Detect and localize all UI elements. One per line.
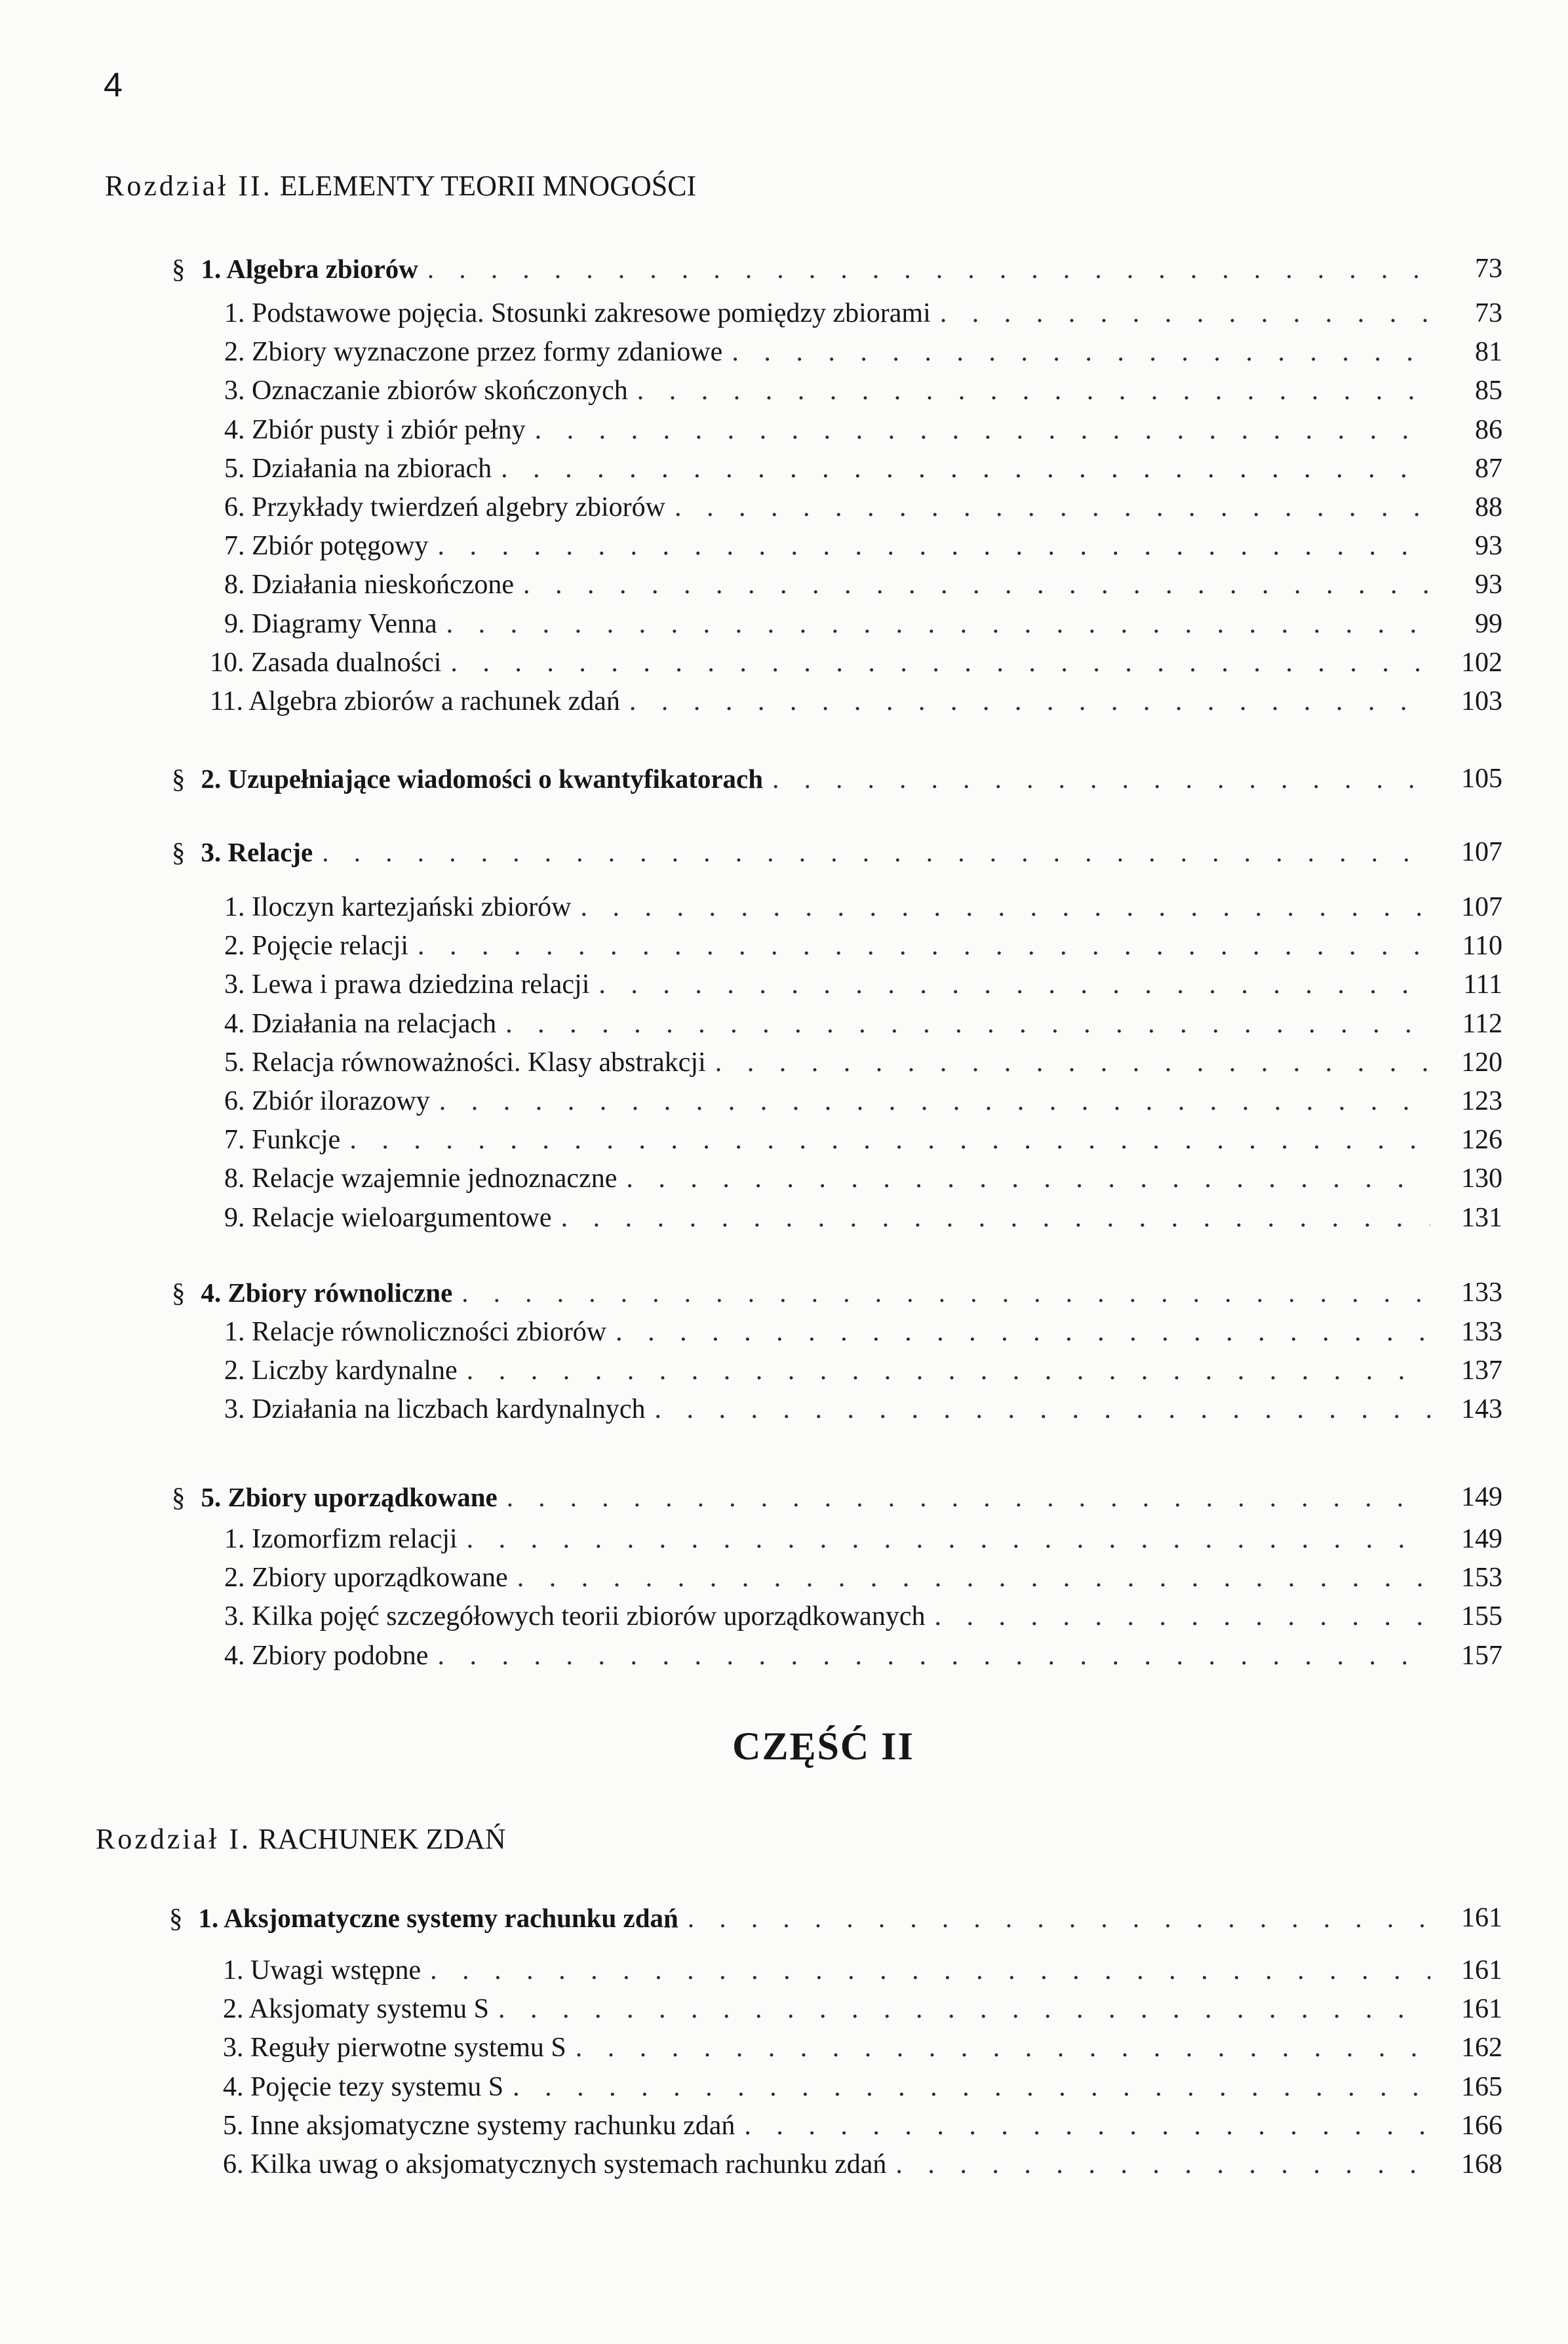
- toc-item-row: [224, 1592, 1502, 1632]
- item-title: 8. Działania nieskończone: [224, 570, 514, 600]
- dot-leader: [580, 891, 1430, 923]
- page-ref: 88: [1475, 492, 1502, 522]
- dot-leader: [437, 530, 1430, 562]
- item-title: 7. Zbiór potęgowy: [224, 531, 429, 562]
- toc-section-row: [172, 244, 1502, 284]
- dot-leader: [934, 1601, 1430, 1632]
- page-number: 4: [104, 66, 123, 104]
- toc-item-row: [224, 882, 1502, 923]
- dot-leader: [576, 2032, 1430, 2063]
- page-ref: 120: [1461, 1047, 1502, 1078]
- dot-leader: [517, 1562, 1430, 1593]
- item-title: 2. Liczby kardynalne: [224, 1356, 458, 1386]
- item-title: 1. Iloczyn kartezjański zbiorów: [224, 892, 572, 922]
- toc-item-row: [224, 1115, 1502, 1156]
- item-title: 6. Przykłady twierdzeń algebry zbiorów: [224, 492, 665, 522]
- page-ref: 161: [1461, 1955, 1502, 1985]
- page-ref: 166: [1461, 2110, 1502, 2141]
- toc-item-row: [224, 482, 1502, 523]
- toc-item-row: [223, 2101, 1502, 2141]
- page-ref: 73: [1475, 298, 1502, 328]
- dot-leader: [467, 1523, 1430, 1555]
- toc-item-row: [224, 327, 1502, 368]
- page-ref: 105: [1461, 764, 1502, 794]
- item-title: 4. Zbiór pusty i zbiór pełny: [224, 414, 526, 445]
- page-ref: 137: [1461, 1356, 1502, 1386]
- page-ref: 133: [1461, 1278, 1502, 1308]
- page-ref: 110: [1462, 931, 1502, 962]
- dot-leader: [430, 1955, 1430, 1986]
- dot-leader: [507, 1481, 1430, 1513]
- dot-leader: [626, 1163, 1430, 1194]
- page-ref: 103: [1461, 686, 1502, 716]
- dot-leader: [561, 1202, 1430, 1234]
- toc-item-row: [224, 1384, 1502, 1425]
- page-ref: 133: [1461, 1317, 1502, 1347]
- section-title: 1. Aksjomatyczne systemy rachunku zdań: [198, 1903, 678, 1933]
- dot-leader: [744, 2110, 1430, 2141]
- item-title: 1. Podstawowe pojęcia. Stosunki zakresowe pomiędzy zbiorami: [224, 298, 931, 328]
- chapter-2-prefix: Rozdział II.: [105, 170, 273, 202]
- toc-item-row: [224, 1346, 1502, 1386]
- page-ref: 73: [1475, 254, 1502, 284]
- section-title: 4. Zbiory równoliczne: [201, 1278, 453, 1308]
- dot-leader: [450, 647, 1430, 678]
- toc-item-row: [224, 960, 1502, 1000]
- part-2-heading: CZĘŚĆ II: [732, 1725, 914, 1768]
- toc-item-row: [224, 366, 1502, 406]
- dot-leader: [637, 375, 1430, 406]
- page-ref: 131: [1461, 1202, 1502, 1233]
- chapter-1-prefix: Rozdział I.: [96, 1823, 252, 1855]
- page-ref: 126: [1461, 1125, 1502, 1156]
- item-title: 1. Izomorfizm relacji: [224, 1524, 458, 1554]
- toc-item-row: [224, 599, 1502, 640]
- page-ref: 102: [1461, 647, 1502, 678]
- dot-leader: [427, 253, 1430, 284]
- dot-leader: [349, 1124, 1430, 1156]
- item-title: 6. Kilka uwag o aksjomatycznych systemach rachunku zdań: [223, 2149, 887, 2179]
- item-title: 4. Pojęcie tezy systemu S: [223, 2071, 504, 2102]
- page-ref: 149: [1461, 1524, 1502, 1554]
- page-ref: 123: [1461, 1086, 1502, 1116]
- item-title: 5. Relacja równoważności. Klasy abstrakcji: [224, 1047, 706, 1078]
- item-title: 1. Relacje równoliczności zbiorów: [224, 1317, 607, 1347]
- dot-leader: [688, 1902, 1430, 1934]
- dot-leader: [322, 836, 1430, 868]
- dot-leader: [895, 2149, 1430, 2180]
- item-title: 2. Pojęcie relacji: [224, 931, 409, 962]
- dot-leader: [616, 1316, 1430, 1348]
- page-ref: 86: [1475, 414, 1502, 445]
- toc-item-row: [210, 638, 1502, 678]
- page-ref: 93: [1475, 531, 1502, 562]
- dot-leader: [629, 686, 1430, 717]
- dot-leader: [772, 763, 1430, 794]
- dot-leader: [675, 492, 1430, 523]
- item-title: 3. Oznaczanie zbiorów skończonych: [224, 376, 628, 406]
- dot-leader: [446, 608, 1430, 640]
- dot-leader: [655, 1394, 1430, 1425]
- dot-leader: [505, 1008, 1430, 1040]
- section-symbol: §: [169, 1903, 183, 1933]
- page-ref: 107: [1461, 892, 1502, 922]
- page-ref: 107: [1461, 837, 1502, 867]
- page-ref: 112: [1462, 1008, 1502, 1039]
- dot-leader: [598, 969, 1430, 1000]
- toc-item-row: [224, 1553, 1502, 1593]
- page-ref: 81: [1475, 337, 1502, 368]
- page-ref: 130: [1461, 1163, 1502, 1194]
- item-title: 4. Zbiory podobne: [224, 1640, 429, 1671]
- item-title: 3. Lewa i prawa dziedzina relacji: [224, 969, 590, 1000]
- dot-leader: [418, 930, 1430, 962]
- item-title: 5. Inne aksjomatyczne systemy rachunku zdań: [223, 2110, 735, 2141]
- toc-item-row: [224, 1154, 1502, 1194]
- toc-item-row: [210, 676, 1502, 717]
- toc-section-row: [172, 1472, 1502, 1513]
- page-ref: 149: [1461, 1482, 1502, 1512]
- dot-leader: [732, 336, 1430, 368]
- page-ref: 93: [1475, 570, 1502, 600]
- item-title: 11. Algebra zbiorów a rachunek zdań: [210, 686, 620, 716]
- toc-item-row: [224, 1076, 1502, 1117]
- dot-leader: [439, 1085, 1430, 1117]
- page-ref: 99: [1475, 608, 1502, 639]
- dot-leader: [940, 298, 1430, 329]
- toc-item-row: [224, 1631, 1502, 1671]
- dot-leader: [467, 1355, 1430, 1386]
- toc-item-row: [224, 288, 1502, 329]
- toc-item-row: [224, 921, 1502, 962]
- item-title: 9. Diagramy Venna: [224, 608, 437, 639]
- page-ref: 157: [1461, 1640, 1502, 1671]
- section-title: 3. Relacje: [201, 837, 313, 867]
- dot-leader: [523, 569, 1430, 600]
- toc-item-row: [224, 405, 1502, 446]
- item-title: 9. Relacje wieloargumentowe: [224, 1202, 552, 1233]
- section-symbol: §: [172, 254, 186, 284]
- toc-item-row: [224, 1307, 1502, 1348]
- dot-leader: [461, 1277, 1430, 1308]
- toc-section-row: [169, 1893, 1502, 1934]
- toc-section-row: [172, 754, 1502, 794]
- section-symbol: §: [172, 1278, 186, 1308]
- page-ref: 85: [1475, 376, 1502, 406]
- item-title: 3. Działania na liczbach kardynalnych: [224, 1394, 646, 1425]
- toc-item-row: [224, 521, 1502, 562]
- item-title: 2. Aksjomaty systemu S: [223, 1994, 490, 2025]
- page-ref: 143: [1461, 1394, 1502, 1425]
- dot-leader: [513, 2071, 1430, 2103]
- toc-item-row: [223, 2139, 1502, 2180]
- page-ref: 153: [1461, 1563, 1502, 1593]
- section-title: 1. Algebra zbiorów: [201, 254, 418, 284]
- section-symbol: §: [172, 1482, 186, 1512]
- chapter-1-heading: [96, 1822, 506, 1856]
- item-title: 10. Zasada dualności: [210, 647, 442, 678]
- item-title: 5. Działania na zbiorach: [224, 453, 492, 484]
- chapter-2-title: ELEMENTY TEORII MNOGOŚCI: [279, 170, 697, 202]
- section-symbol: §: [172, 837, 186, 867]
- item-title: 8. Relacje wzajemnie jednoznaczne: [224, 1163, 617, 1194]
- toc-item-row: [223, 2062, 1502, 2103]
- dot-leader: [715, 1047, 1430, 1078]
- dot-leader: [437, 1640, 1430, 1671]
- section-title: 2. Uzupełniające wiadomości o kwantyfikatorach: [201, 764, 764, 794]
- page-ref: 155: [1461, 1601, 1502, 1632]
- item-title: 2. Zbiory uporządkowane: [224, 1563, 508, 1593]
- section-title: 5. Zbiory uporządkowane: [201, 1482, 498, 1512]
- dot-leader: [501, 453, 1430, 484]
- toc-item-row: [224, 560, 1502, 600]
- toc-item-row: [224, 999, 1502, 1040]
- page-ref: 161: [1461, 1903, 1502, 1933]
- page-ref: 87: [1475, 453, 1502, 484]
- chapter-1-title: RACHUNEK ZDAŃ: [258, 1823, 506, 1855]
- toc-section-row: [172, 827, 1502, 868]
- item-title: 7. Funkcje: [224, 1125, 341, 1156]
- dot-leader: [535, 414, 1430, 446]
- section-symbol: §: [172, 764, 186, 794]
- toc-item-row: [223, 1945, 1502, 1986]
- item-title: 6. Zbiór ilorazowy: [224, 1086, 430, 1116]
- toc-item-row: [224, 1514, 1502, 1555]
- page-ref: 165: [1461, 2071, 1502, 2102]
- toc-item-row: [224, 444, 1502, 484]
- item-title: 3. Reguły pierwotne systemu S: [223, 2033, 566, 2063]
- toc-item-row: [223, 2023, 1502, 2063]
- toc-item-row: [223, 1984, 1502, 2025]
- page-ref: 161: [1461, 1994, 1502, 2025]
- dot-leader: [498, 1993, 1430, 2025]
- page-ref: 111: [1463, 969, 1502, 1000]
- item-title: 4. Działania na relacjach: [224, 1008, 497, 1039]
- page-ref: 168: [1461, 2149, 1502, 2179]
- toc-item-row: [224, 1193, 1502, 1234]
- item-title: 3. Kilka pojęć szczegółowych teorii zbiorów uporządkowanych: [224, 1601, 926, 1632]
- item-title: 2. Zbiory wyznaczone przez formy zdaniowe: [224, 337, 723, 368]
- toc-section-row: [172, 1268, 1502, 1308]
- item-title: 1. Uwagi wstępne: [223, 1955, 421, 1985]
- page-ref: 162: [1461, 2033, 1502, 2063]
- toc-item-row: [224, 1038, 1502, 1078]
- chapter-2-heading: [105, 169, 696, 203]
